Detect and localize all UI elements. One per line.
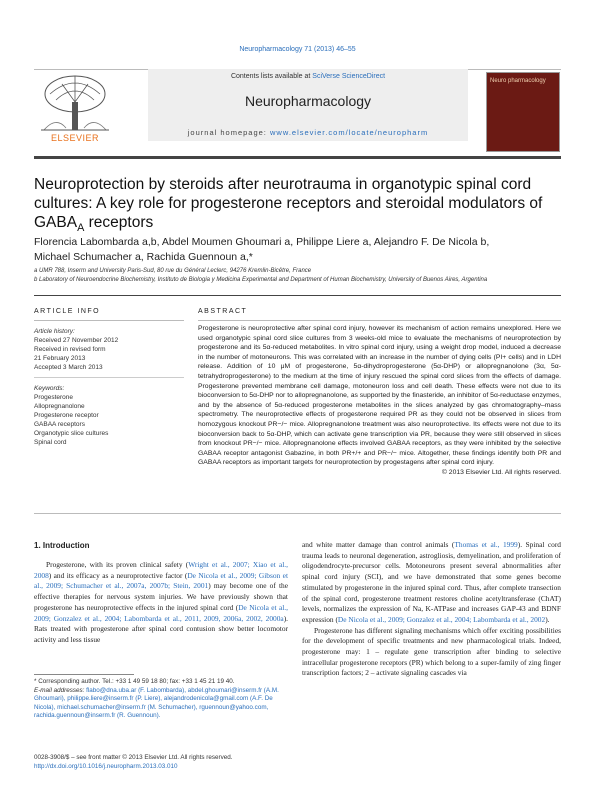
citation-link[interactable]: Thomas et al., 1999 xyxy=(454,540,518,549)
email-links[interactable]: flabo@dna.uba.ar (F. Labombarda), abdel.ghoumari@inserm.fr (A.M. Ghoumari), philippe.liere@inserm.fr (P. Liere), alejandrodenicola@gmail.com (A.F. De Nicola), michael.schumacher@inserm.fr (M. Schumacher), rguennoun@yahoo.com, rachida.guennoun@inserm.fr (R. Guennoun). xyxy=(34,686,279,719)
citation-link[interactable]: Wright et al., 2007; Xiao et al., 2008 xyxy=(34,560,288,580)
intro-text: ) and its efficacy as a neuroprotective factor ( xyxy=(48,570,188,580)
citation-link[interactable]: De Nicola et al., 2009; Gonzalez et al., 2004; Labombarda et al., 2002 xyxy=(337,614,546,624)
intro-text: Progesterone, with its proven clinical safety ( xyxy=(46,560,189,569)
history-item: Received 27 November 2012 xyxy=(34,337,119,344)
footnote xyxy=(34,678,288,721)
intro-text: ). Rats treated with progesterone after spinal cord contusion show better locomotor activity and less tissue xyxy=(34,613,288,644)
issn-line: 0028-3908/$ – see front matter © 2013 Elsevier Ltd. All rights reserved. xyxy=(34,754,233,761)
intro-left-column xyxy=(34,560,288,646)
article-info xyxy=(34,327,174,447)
author-list xyxy=(34,235,561,265)
history-item: Accepted 3 March 2013 xyxy=(34,364,103,371)
affiliation-b: b Laboratory of Neuroendocrine Biochemistry, Instituto de Biologia y Medicina Experimental and Department of Human Biochemistry, University of Buenos Aires, Argentina xyxy=(34,277,488,283)
intro-right-column xyxy=(302,540,561,679)
keyword: Organotypic slice cultures xyxy=(34,430,109,437)
intro-text: ). Spinal cord trauma leads to neuronal degeneration, astrogliosis, demyelination, and proliferation of oligodendrocyte-precursor cells. Motoneurons present several abnormalities after spinal cord injury (SCI), and we have demonstrated that some genes become stimulated by progesterone in the injured spinal cord. Thus, after complete transection of the spinal cord, progesterone treatment restores choline acetyltransferase (ChAT) levels, normalizes the expression of Na, K-ATPase and increases GAP-43 and BDNF expression ( xyxy=(302,540,562,624)
journal-title: Neuropharmacology xyxy=(244,93,372,109)
keyword: GABAA receptors xyxy=(34,421,85,428)
intro-text: ) may become one of the effective therapies for nervous system injuries. We have previously shown that progesterone has neuroprotective effects in the injured spinal cord ( xyxy=(34,581,288,612)
affiliation-a: a UMR 788, Inserm and University Paris-Sud, 80 rue du Général Leclerc, 94276 Kremlin-Bicêtre, France xyxy=(34,268,312,274)
section-heading-introduction: 1. Introduction xyxy=(34,541,90,550)
bottom-matter xyxy=(34,754,288,771)
abstract-rule xyxy=(198,320,561,321)
journal-homepage: journal homepage: www.elsevier.com/locate/neuropharm xyxy=(187,128,429,137)
keywords-label: Keywords: xyxy=(34,385,65,392)
info-divider xyxy=(34,377,184,378)
homepage-link[interactable]: www.elsevier.com/locate/neuropharm xyxy=(269,128,429,137)
doi-link[interactable]: http://dx.doi.org/10.1016/j.neuropharm.2013.03.010 xyxy=(34,762,178,770)
emails-label: E-mail addresses: xyxy=(34,686,87,694)
article-info-rule xyxy=(34,320,184,321)
elsevier-wordmark: ELSEVIER xyxy=(50,133,100,143)
authors-line-1: Florencia Labombarda a,b, Abdel Moumen Ghoumari a, Philippe Liere a, Alejandro F. De Nicola b, xyxy=(34,236,490,248)
abstract-copyright: © 2013 Elsevier Ltd. All rights reserved. xyxy=(441,468,561,476)
article-info-heading: ARTICLE INFO xyxy=(34,308,101,315)
keyword: Progesterone xyxy=(34,394,74,401)
abstract-bottom-rule xyxy=(34,513,561,514)
intro-text: ). xyxy=(545,614,550,624)
keyword: Spinal cord xyxy=(34,439,67,446)
header-divider xyxy=(34,295,561,296)
journal-cover-thumbnail xyxy=(486,72,560,152)
footnote-rule xyxy=(34,674,134,675)
elsevier-tree-logo xyxy=(36,72,114,132)
corresponding-author: * Corresponding author. Tel.: +33 1 49 59 18 80; fax: +33 1 45 21 19 40. xyxy=(34,678,235,685)
contents-availability: Contents lists available at SciVerse ScienceDirect xyxy=(230,73,386,80)
abstract-heading: ABSTRACT xyxy=(198,308,248,315)
authors-line-2: Michael Schumacher a, Rachida Guennoun a,* xyxy=(34,251,253,263)
keyword: Allopregnanolone xyxy=(34,403,85,410)
history-item: 21 February 2013 xyxy=(34,355,86,362)
article-title: Neuroprotection by steroids after neurotrauma in organotypic spinal cord cultures: A key role for progesterone receptors and steroidal modulators of $GABA_A$ receptors xyxy=(34,176,543,235)
citation-link[interactable]: De Nicola et al., 2009; Gonzalez et al., 2004; Labombarda et al., 2011, 2009, 2006a, 2002, 2000a xyxy=(34,602,288,623)
history-label: Article history: xyxy=(34,328,75,335)
citation-link[interactable]: De Nicola et al., 2009; Gibson et al., 2009; Schumacher et al., 2007a, 2007b; Stein, 2001 xyxy=(34,570,288,591)
history-item: Received in revised form xyxy=(34,346,106,353)
intro-text: and white matter damage than control animals ( xyxy=(302,540,455,549)
sciencedirect-link[interactable]: SciVerse ScienceDirect xyxy=(312,73,386,80)
journal-citation-link[interactable]: Neuropharmacology 71 (2013) 46–55 xyxy=(239,46,356,53)
cover-title: Neuro pharmacology xyxy=(490,78,546,84)
abstract-body xyxy=(198,324,561,478)
keyword: Progesterone receptor xyxy=(34,412,99,419)
intro-paragraph-2: Progesterone has different signaling mechanisms which offer exciting possibilities for the development of specific treatments and new pharmacological trials. Indeed, progesterone may: 1 – regulate gene transcription after binding to selective intracellular progesterone receptors (PR) which belong to a super-family of zing finger transcription factors; 2 – activate signaling cascades via xyxy=(302,625,561,678)
abstract-text: Progesterone is neuroprotective after spinal cord injury, however its mechanism of action remains unexplored. Here we used organotypic spinal cord slice cultures from 3 weeks-old mice to evaluate the mechanisms of neuroprotection by progesterone and its 5α-reduced metabolites. In vitro spinal cord injury, using a weight drop model, induced a decrease in the number of motoneurons. This was correlated with an increase in the number of dying cells (PI+ cells) and in LDH release. Addition of 10 μM of progesterone, 5α-dihydroprogesterone (5α-DHP) or allopregnanolone (3α, 5α-tetrahydroprogesterone) to the medium at the time of injury rescued the spinal cord slices from the effects of damage. Progesterone prevented membrane cell damage, motoneuron loss and cell death. These effects were not due to its bioconversion to 5α-DHP nor to allopregnanolone, as supported by the finasteride, an inhibitor of 5α-reductase enzymes, and by the absence of 5α-reduced progesterone metabolites in the slices analyzed by gas chromatography–mass spectrometry. The neuroprotective effects of progesterone required PR as they could not be observed in slices from homozygous knockout PR−/− mice. Allopregnanolone treatment was also neuroprotective. Its effects were not due to its bioconversion back to 5α-DHP, which can activate gene transcription via PR, because they were still observed in slices from knockout PR−/− mice. Allopregnanolone effects involved GABAA receptors, as they were inhibited by the selective GABAA receptor antagonist Gabazine, in both PR+/+ and PR−/− mice. Altogether, these findings identify both PR and GABAA receptors as important targets for neuroprotection by progestagens after spinal cord injury. xyxy=(198,325,561,467)
